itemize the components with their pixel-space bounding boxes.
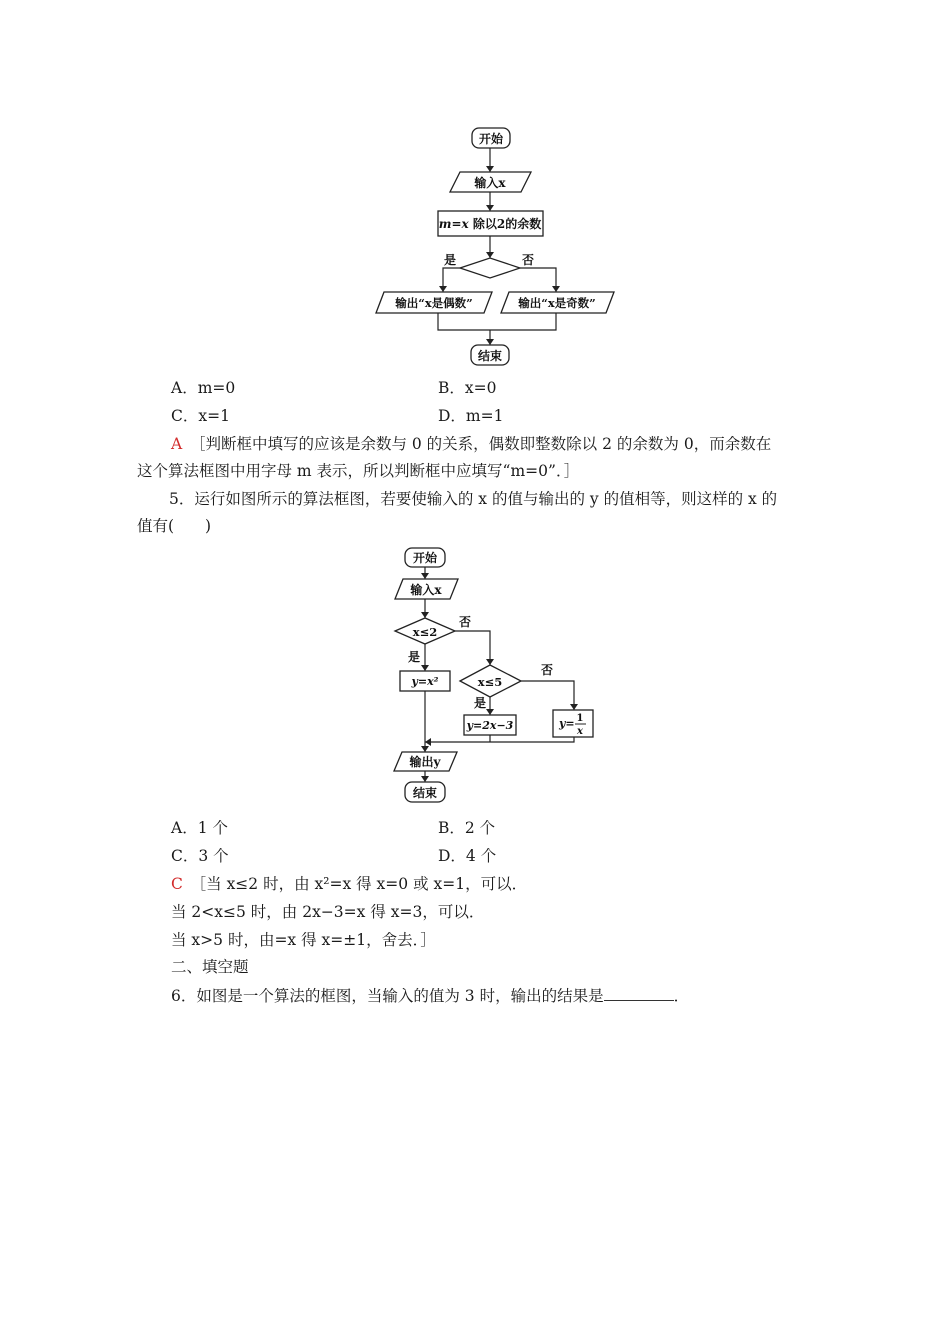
q4-option-a: A．m=0 (171, 379, 236, 397)
q4-option-c: C．x=1 (171, 407, 230, 425)
flowchart-1-output-even-label: 输出“x是偶数” (395, 296, 473, 310)
flowchart-2-yes-label-1: 是 (408, 650, 421, 664)
q5-explanation-line2: 当 2<x≤5 时，由 2x−3=x 得 x=3，可以． (171, 903, 485, 921)
flowchart-2-decision-x-le-2-label: x≤2 (412, 625, 438, 639)
q5-explanation-line1: C ［当 x≤2 时，由 x²=x 得 x=0 或 x=1，可以． (171, 875, 528, 893)
q6-stem: 6．如图是一个算法的框图，当输入的值为 3 时，输出的结果是 ． (171, 987, 690, 1005)
flowchart-2-input-label: 输入x (410, 583, 442, 597)
flowchart-2-assign-y-2x-minus-3-label: y=2x−3 (466, 719, 514, 732)
q5-explanation-line3: 当 x>5 时，由=x 得 x=±1，舍去．］ (171, 931, 436, 949)
flowchart-2-output-label: 输出y (409, 755, 441, 769)
flowchart-2-assign-y-1-over-x-lhs: y= (559, 717, 575, 730)
flowchart-2-start-label: 开始 (412, 551, 438, 565)
q5-stem-line2: 值有( ) (137, 517, 212, 535)
q5-option-d: D．4 个 (438, 847, 497, 865)
flowchart-2-yes-label-2: 是 (474, 696, 487, 710)
q4-option-d: D．m=1 (438, 407, 504, 425)
flowchart-1-no-label: 否 (522, 253, 535, 267)
flowchart-1 (0, 0, 950, 380)
flowchart-2-assign-y-1-over-x-denominator: x (577, 726, 583, 737)
q5-stem-line1: 5．运行如图所示的算法框图，若要使输入的 x 的值与输出的 y 的值相等，则这样的 x 的 (169, 490, 778, 508)
q4-option-b: B．x=0 (438, 379, 497, 397)
flowchart-2 (0, 530, 950, 815)
flowchart-1-input-label: 输入x (474, 176, 506, 190)
q5-option-c: C．3 个 (171, 847, 229, 865)
flowchart-1-process-label: m=x 除以2的余数 (438, 217, 542, 231)
flowchart-1-decision-diamond (460, 258, 520, 278)
flowchart-1-end-label: 结束 (477, 349, 503, 363)
q5-answer: C (171, 875, 183, 893)
q4-explanation-line1: A ［判断框中填写的应该是余数与 0 的关系，偶数即整数除以 2 的余数为 0，而余数在 (171, 435, 772, 453)
q4-answer: A (171, 435, 183, 453)
section-heading-fill-in: 二、填空题 (171, 958, 249, 976)
q4-explanation-line2: 这个算法框图中用字母 m 表示，所以判断框中应填写“m=0”．］ (137, 462, 580, 480)
q5-option-b: B．2 个 (438, 819, 496, 837)
flowchart-2-no-label-1: 否 (459, 615, 472, 629)
q6-answer-blank (604, 986, 674, 1001)
flowchart-1-yes-label: 是 (444, 253, 457, 267)
flowchart-2-end-label: 结束 (412, 786, 438, 800)
flowchart-2-assign-y-1-over-x-numerator: 1 (576, 713, 584, 724)
flowchart-1-output-odd-label: 输出“x是奇数” (518, 296, 596, 310)
flowchart-2-no-label-2: 否 (541, 663, 554, 677)
q5-option-a: A．1 个 (171, 819, 228, 837)
flowchart-2-decision-x-le-5-label: x≤5 (477, 675, 503, 689)
flowchart-2-assign-y-x-squared-label: y=x² (411, 675, 439, 688)
flowchart-1-start-label: 开始 (478, 132, 504, 146)
